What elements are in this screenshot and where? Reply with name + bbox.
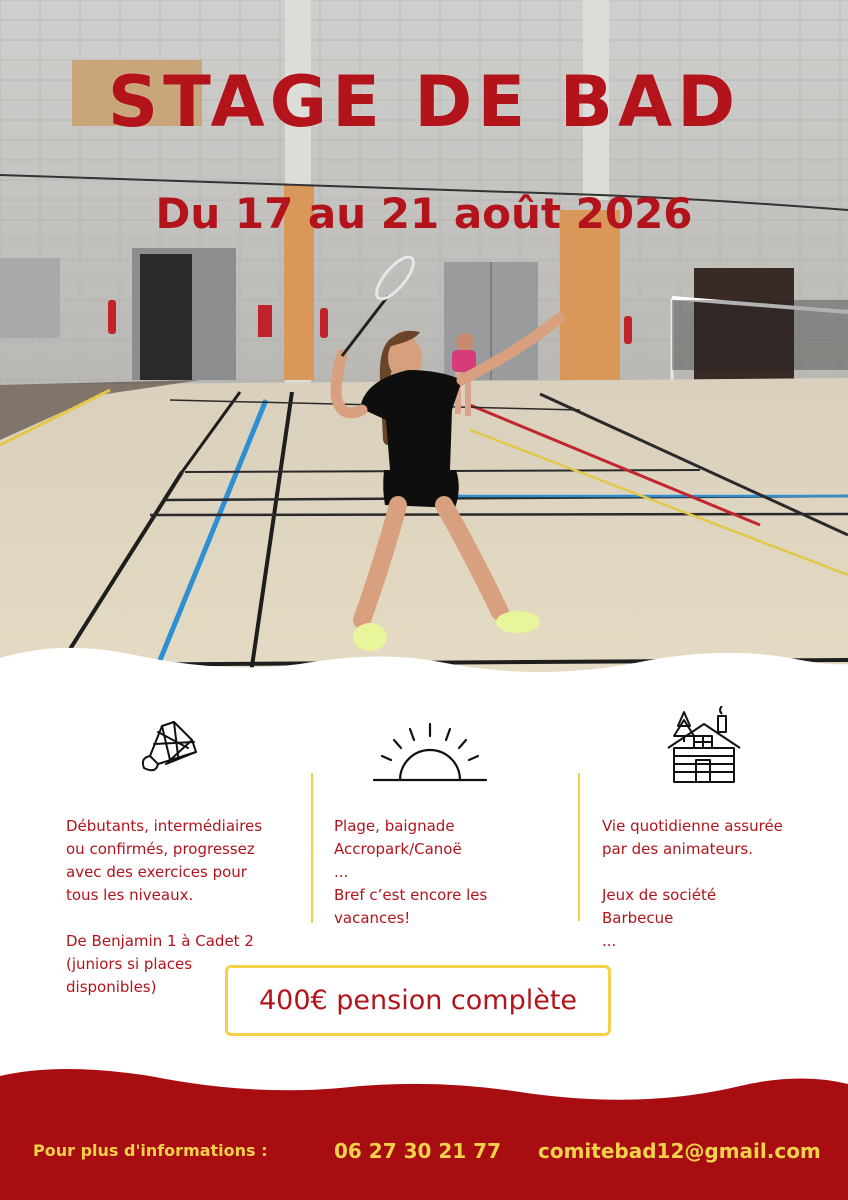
feature-text: Vie quotidienne assurée par des animateurs. bbox=[602, 817, 783, 858]
page-title: STAGE DE BAD bbox=[107, 61, 741, 143]
shuttlecock-icon bbox=[136, 712, 206, 782]
feature-column-daily-life bbox=[602, 815, 832, 976]
column-divider bbox=[311, 773, 313, 923]
feature-text: Débutants, intermédiaires ou confirmés, progressez avec des exercices pour tous les niveaux. bbox=[66, 817, 263, 904]
cabin-icon bbox=[664, 706, 744, 784]
phone-number[interactable]: 06 27 30 21 77 bbox=[334, 1139, 502, 1163]
feature-text: De Benjamin 1 à Cadet 2 (juniors si places disponibles) bbox=[66, 932, 254, 996]
email-address[interactable]: comitebad12@gmail.com bbox=[538, 1139, 821, 1163]
sun-icon bbox=[370, 722, 490, 784]
footer-band bbox=[0, 1062, 848, 1200]
event-dates: Du 17 au 21 août 2026 bbox=[155, 189, 693, 238]
price-badge: 400€ pension complète bbox=[225, 965, 611, 1036]
column-divider bbox=[578, 773, 580, 921]
feature-text: Plage, baignade Accropark/Canoë ... Bref c’est encore les vacances! bbox=[334, 817, 488, 927]
feature-text: Jeux de société Barbecue ... bbox=[602, 886, 717, 950]
feature-column-activities bbox=[334, 815, 564, 953]
info-label: Pour plus d'informations : bbox=[33, 1141, 268, 1160]
